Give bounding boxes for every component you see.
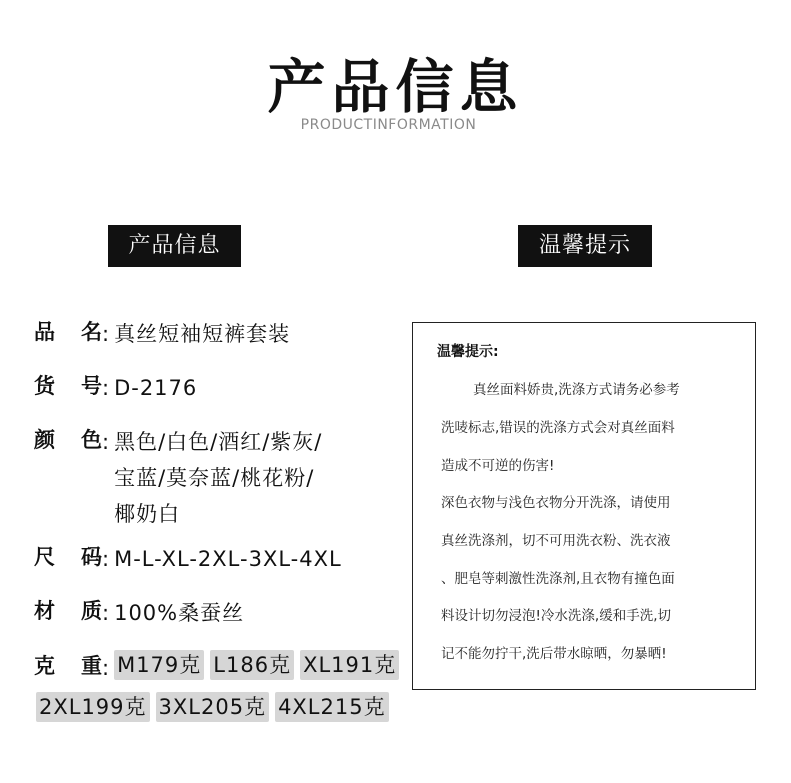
- notice-line: 料设计切勿浸泡!冷水洗涤,缓和手洗,切: [441, 608, 671, 624]
- spec-name-row: 品 名 : 真丝短袖短裤套装: [34, 316, 290, 352]
- notice-line: 、肥皂等刺激性洗涤剂,且衣物有撞色面: [441, 571, 675, 587]
- weight-chip: M179克: [114, 650, 204, 680]
- weight-chip: 3XL205克: [156, 692, 270, 722]
- size-value: M-L-XL-2XL-3XL-4XL: [114, 547, 342, 571]
- page-subtitle: PRODUCTINFORMATION: [300, 117, 477, 133]
- notice-line: 深色衣物与浅色衣物分开洗涤，请使用: [441, 495, 671, 511]
- page-title: 产品信息: [267, 53, 524, 121]
- weight-chip: 4XL215克: [275, 692, 389, 722]
- weight-values: [114, 650, 405, 680]
- spec-color-row: 颜 色 : 黑色/白色/酒红/紫灰/ 宝蓝/莫奈蓝/桃花粉/ 椰奶白: [34, 424, 322, 532]
- material-value: 100%桑蚕丝: [114, 601, 245, 625]
- color-values: 黑色/白色/酒红/紫灰/ 宝蓝/莫奈蓝/桃花粉/ 椰奶白: [114, 430, 323, 526]
- notice-line: 记不能勿拧干,洗后带水晾晒，勿暴晒!: [441, 646, 667, 662]
- spec-size-row: 尺 码 : M-L-XL-2XL-3XL-4XL: [34, 541, 342, 577]
- weight-values-row2: [36, 692, 395, 722]
- care-notice-box: [412, 322, 756, 690]
- notice-title: 温馨提示:: [437, 344, 499, 360]
- warm-tips-label: 温馨提示: [518, 225, 652, 267]
- spec-sku-row: 货 号 : D-2176: [34, 370, 197, 406]
- notice-line: 造成不可逆的伤害!: [441, 458, 555, 474]
- weight-chip: XL191克: [300, 650, 399, 680]
- sku-value: D-2176: [114, 376, 198, 400]
- product-name-value: 真丝短袖短裤套装: [114, 322, 291, 346]
- weight-chip: L186克: [210, 650, 294, 680]
- weight-chip: 2XL199克: [36, 692, 150, 722]
- product-info-label: 产品信息: [108, 225, 241, 267]
- notice-line: 真丝面料娇贵,洗涤方式请务必参考: [473, 382, 680, 398]
- notice-line: 洗唛标志,错误的洗涤方式会对真丝面料: [441, 420, 675, 436]
- spec-weight-row: 克 重 : M179克 L186克 XL191克: [34, 650, 405, 686]
- spec-material-row: 材 质 : 100%桑蚕丝: [34, 595, 244, 631]
- notice-line: 真丝洗涤剂，切不可用洗衣粉、洗衣液: [441, 533, 671, 549]
